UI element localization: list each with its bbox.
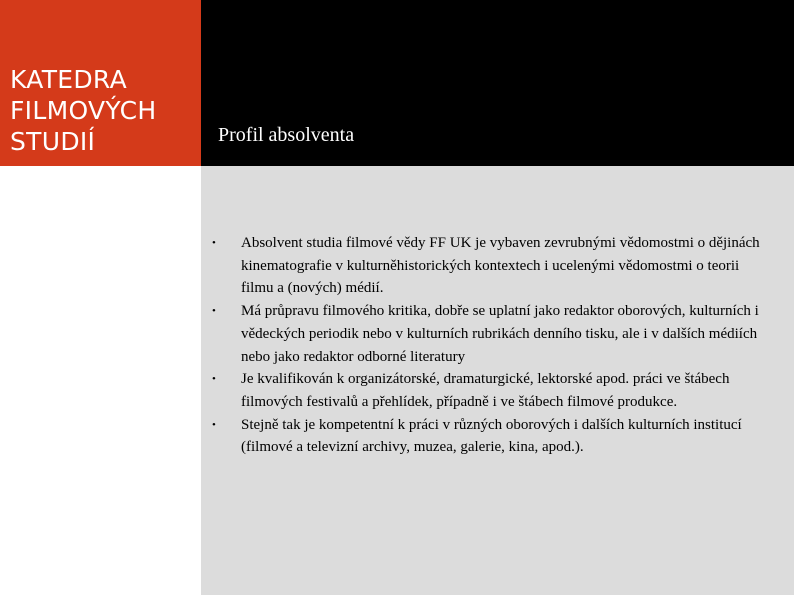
page-title: Profil absolventa	[218, 124, 355, 146]
logo-line-2: FILMOVÝCH	[10, 96, 157, 125]
logo-line-1: KATEDRA	[10, 65, 127, 94]
department-logo	[0, 0, 201, 166]
list-item: • Stejně tak je kompetentní k práci v různých oborových i dalších kulturních institucí (filmové a televizní archivy, muzea, galerie, kina, apod.).	[241, 414, 761, 459]
logo-line-3: STUDIÍ	[10, 127, 96, 156]
department-logo-text	[10, 64, 156, 157]
list-item: • Je kvalifikován k organizátorské, dramaturgické, lektorské apod. práci ve štábech filmových festivalů a přehlídek, případně i ve štábech filmové produkce.	[241, 368, 761, 413]
list-item: • Má průpravu filmového kritika, dobře se uplatní jako redaktor oborových, kulturních i vědeckých periodik nebo v kulturních rubrikách denního tisku, ale i v dalších médiích nebo jako redaktor odborné literatury	[241, 300, 761, 368]
graduate-profile-list	[241, 232, 761, 459]
list-item: • Absolvent studia filmové vědy FF UK je vybaven zevrubnými vědomostmi o dějinách kinematografie v kulturněhistorických kontextech i ucelenými vědomostmi o teorii filmu a (nových) médií.	[241, 232, 761, 300]
